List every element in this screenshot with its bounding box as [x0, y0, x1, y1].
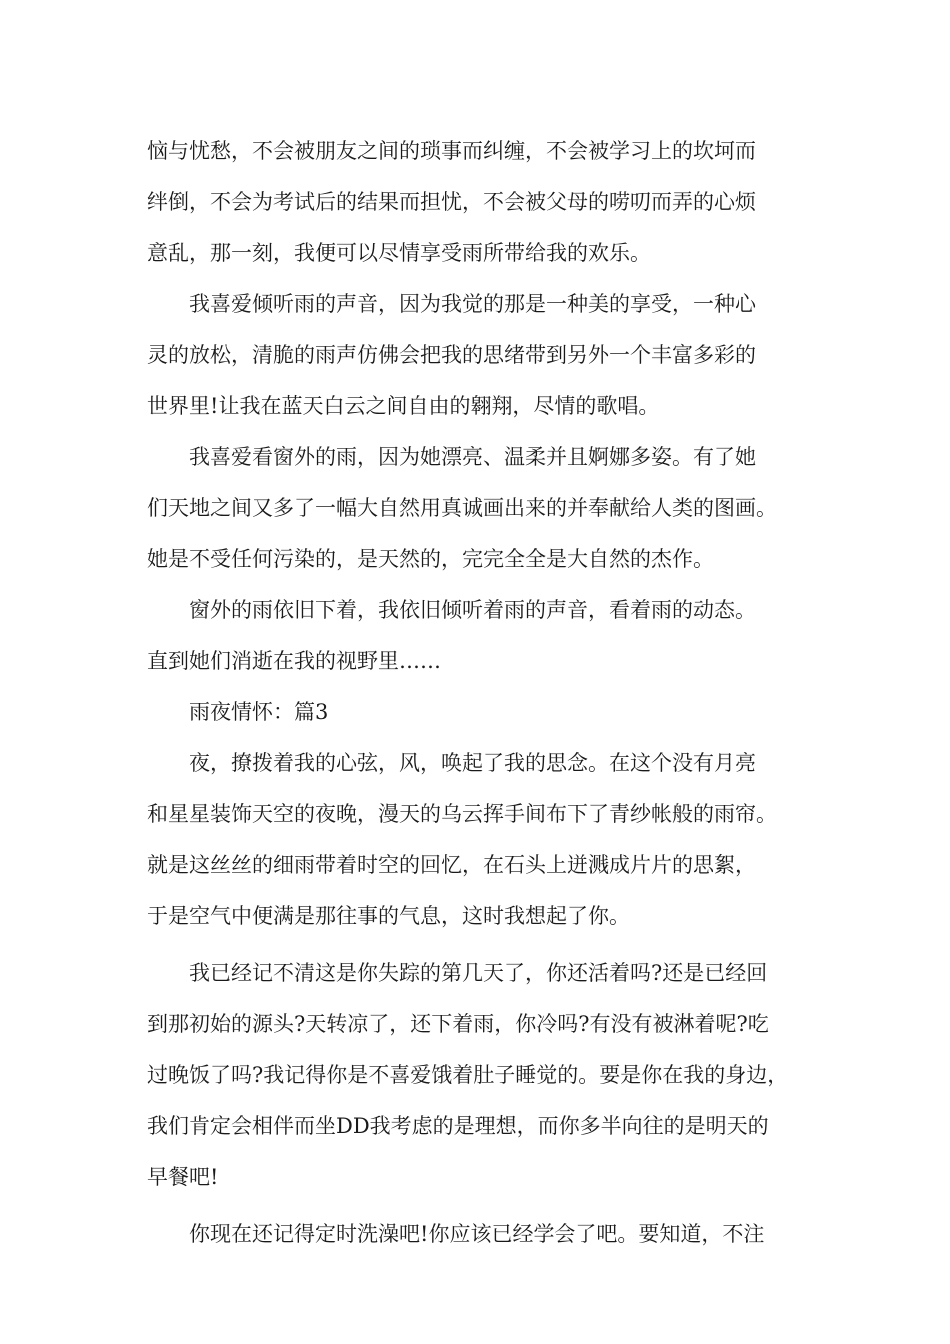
paragraph-first-line: 你现在还记得定时洗澡吧!你应该已经学会了吧。要知道，不注 — [189, 1222, 765, 1246]
text-line: 直到她们消逝在我的视野里…… — [147, 649, 441, 673]
text-line: 恼与忧愁，不会被朋友之间的琐事而纠缠，不会被学习上的坎坷而 — [147, 139, 756, 163]
paragraph-first-line: 窗外的雨依旧下着，我依旧倾听着雨的声音，看着雨的动态。 — [189, 598, 756, 622]
text-line: 灵的放松，清脆的雨声仿佛会把我的思绪带到另外一个丰富多彩的 — [147, 343, 756, 367]
text-line: 到那初始的源头?天转凉了，还下着雨，你冷吗?有没有被淋着呢?吃 — [147, 1012, 769, 1036]
paragraph-first-line: 夜，撩拨着我的心弦，风，唤起了我的思念。在这个没有月亮 — [189, 751, 756, 775]
text-line: 意乱，那一刻，我便可以尽情享受雨所带给我的欢乐。 — [147, 241, 651, 265]
text-line: 早餐吧! — [147, 1165, 219, 1189]
document-body — [147, 126, 827, 1260]
text-line: 绊倒，不会为考试后的结果而担忧，不会被父母的唠叨而弄的心烦 — [147, 190, 756, 214]
text-line: 就是这丝丝的细雨带着时空的回忆，在石头上迸溅成片片的思絮， — [147, 853, 756, 877]
text-line: 世界里!让我在蓝天白云之间自由的翱翔，尽情的歌唱。 — [147, 394, 660, 418]
text-line: 们天地之间又多了一幅大自然用真诚画出来的并奉献给人类的图画。 — [147, 496, 777, 520]
section-heading: 雨夜情怀：篇3 — [189, 700, 329, 724]
text-line: 她是不受任何污染的，是天然的，完完全全是大自然的杰作。 — [147, 547, 714, 571]
text-line: 于是空气中便满是那往事的气息，这时我想起了你。 — [147, 904, 630, 928]
paragraph-first-line: 我喜爱看窗外的雨，因为她漂亮、温柔并且婀娜多姿。有了她 — [189, 445, 756, 469]
text-line: 和星星装饰天空的夜晚，漫天的乌云挥手间布下了青纱帐般的雨帘。 — [147, 802, 777, 826]
text-line: 我们肯定会相伴而坐DD我考虑的是理想，而你多半向往的是明天的 — [147, 1114, 769, 1138]
paragraph-first-line: 我已经记不清这是你失踪的第几天了，你还活着吗?还是已经回 — [189, 961, 768, 985]
text-line: 过晚饭了吗?我记得你是不喜爱饿着肚子睡觉的。要是你在我的身边， — [147, 1063, 789, 1087]
paragraph-first-line: 我喜爱倾听雨的声音，因为我觉的那是一种美的享受，一种心 — [189, 292, 756, 316]
